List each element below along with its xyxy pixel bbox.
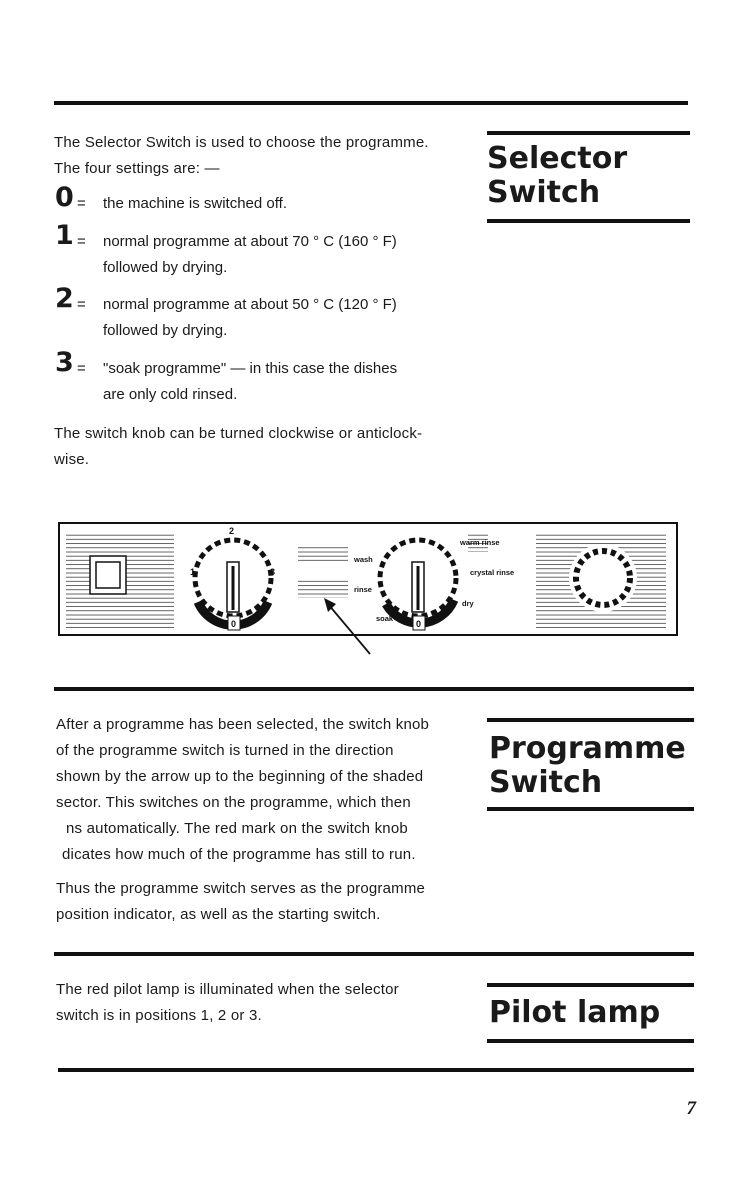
label-crystal-rinse: crystal rinse	[470, 568, 515, 577]
setting-description: normal programme at about 70 ° C (160 ° F)	[103, 233, 397, 250]
pilot-heading-rule-top	[487, 983, 694, 987]
direction-arrow-icon	[320, 596, 380, 658]
selector-mark-1: 1	[190, 567, 196, 577]
programme-heading-line2: Switch	[489, 765, 603, 800]
setting-2	[55, 283, 475, 344]
setting-number: 0	[55, 182, 74, 213]
programme-mark-0: 0	[416, 619, 422, 629]
programme-body	[56, 712, 476, 928]
pilot-body	[56, 977, 476, 1029]
setting-equals: =	[77, 360, 86, 377]
pilot-heading-rule-bottom	[487, 1039, 694, 1043]
setting-equals: =	[77, 296, 86, 313]
selector-heading-rule-bottom	[487, 219, 690, 223]
pilot-line2: switch is in positions 1, 2 or 3.	[56, 1007, 262, 1024]
label-wash: wash	[354, 555, 373, 564]
programme-line: dicates how much of the programme has still to run.	[62, 846, 416, 863]
programme-line: of the programme switch is turned in the direction	[56, 742, 394, 759]
setting-description: the machine is switched off.	[103, 195, 287, 212]
setting-equals: =	[77, 195, 86, 212]
programme-top-rule	[54, 687, 694, 691]
selector-intro-line1: The Selector Switch is used to choose the programme.	[54, 134, 429, 151]
setting-description-cont: followed by drying.	[103, 259, 228, 276]
programme-line: After a programme has been selected, the switch knob	[56, 716, 430, 733]
selector-mark-3: 3	[270, 567, 276, 577]
programme-heading-rule-top	[487, 718, 694, 722]
setting-description: "soak programme" — in this case the dishes	[103, 360, 398, 377]
selector-heading-line1: Selector	[487, 141, 628, 176]
selector-heading-rule-top	[487, 131, 690, 135]
programme-line: Thus the programme switch serves as the programme	[56, 880, 426, 897]
selector-knob-icon	[187, 532, 279, 625]
selector-heading	[487, 142, 627, 210]
label-warm-rinse: warm rinse	[460, 538, 500, 547]
setting-number: 2	[55, 283, 74, 314]
selector-outro-line1: The switch knob can be turned clockwise or anticlock-	[54, 425, 423, 442]
bottom-rule	[58, 1068, 694, 1072]
page-number: 7	[686, 1098, 696, 1119]
setting-description-cont: followed by drying.	[103, 322, 228, 339]
selector-mark-0: 0	[231, 619, 237, 629]
top-rule	[54, 101, 688, 105]
label-dry: dry	[462, 599, 474, 608]
setting-number: 1	[55, 220, 74, 251]
selector-mark-2: 2	[229, 526, 235, 536]
setting-3	[55, 347, 475, 408]
label-rinse: rinse	[354, 585, 372, 594]
setting-description: normal programme at about 50 ° C (120 ° F)	[103, 296, 397, 313]
selector-outro	[54, 421, 474, 473]
setting-number: 3	[55, 347, 74, 378]
label-soak: soak	[376, 614, 394, 623]
pilot-heading: Pilot lamp	[489, 995, 661, 1030]
pilot-lamp-icon	[90, 556, 126, 594]
programme-line: position indicator, as well as the starting switch.	[56, 906, 381, 923]
programme-heading-line1: Programme	[489, 731, 686, 766]
programme-line: ns automatically. The red mark on the switch knob	[66, 820, 408, 837]
setting-description-cont: are only cold rinsed.	[103, 386, 238, 403]
setting-equals: =	[77, 233, 86, 250]
programme-line: shown by the arrow up to the beginning of the shaded	[56, 768, 424, 785]
programme-heading	[489, 732, 686, 800]
setting-1	[55, 220, 475, 281]
selector-intro-line2: The four settings are: —	[54, 160, 220, 177]
pilot-top-rule	[54, 952, 694, 956]
programme-line: sector. This switches on the programme, which then	[56, 794, 411, 811]
programme-knob-icon	[372, 532, 464, 624]
selector-intro	[54, 130, 474, 182]
selector-heading-line2: Switch	[487, 175, 601, 210]
setting-0	[55, 182, 475, 217]
programme-heading-rule-bottom	[487, 807, 694, 811]
pilot-line1: The red pilot lamp is illuminated when the selector	[56, 981, 399, 998]
selector-outro-line2: wise.	[54, 451, 90, 468]
timer-dial-icon	[569, 544, 637, 612]
